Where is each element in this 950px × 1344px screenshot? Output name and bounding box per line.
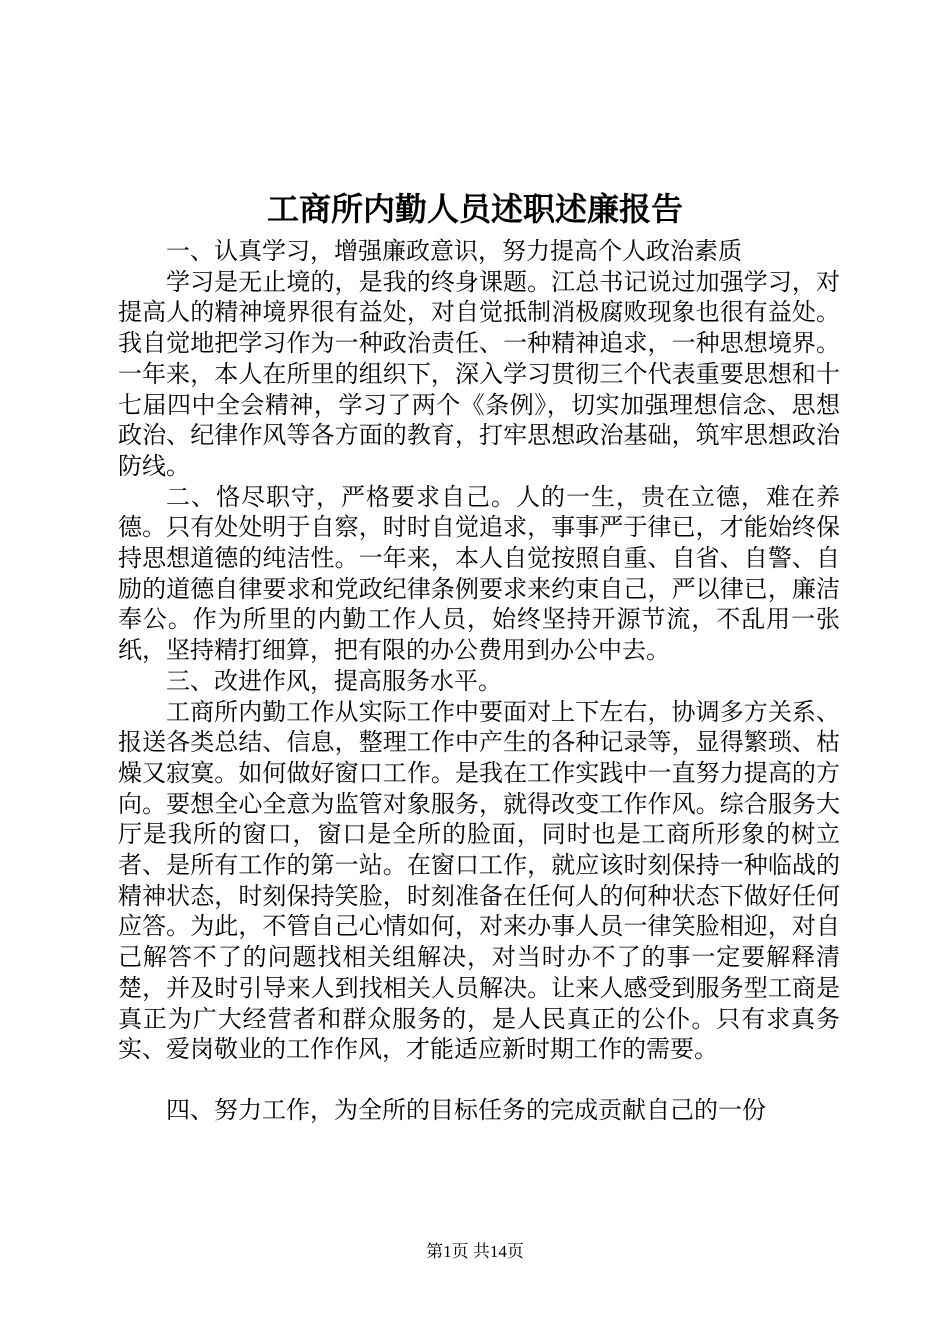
section-heading-1: 一、认真学习，增强廉政意识，努力提高个人政治素质 — [166, 237, 742, 265]
document-title: 工商所内勤人员述职述廉报告 — [266, 190, 683, 228]
section-heading-2: 二、恪尽职守，严格要求自己。人的一生，贵在立德，难在养德。只有处处明于自察，时时自觉追求，事事严于律已，才能始终保持思想道德的纯洁性。一年来，本人自觉按照自重、自省、自警、自励的道德自律要求和党政纪律条例要求来约束自己，严以律已，廉洁奉公。作为所里的内勤工作人员，始终坚持开源节流，不乱用一张纸，坚持精打细算，把有限的办公费用到办公中去。 — [118, 482, 840, 665]
document-body — [118, 236, 840, 1126]
section-heading-4: 四、努力工作，为全所的目标任务的完成贡献自己的一份 — [166, 1095, 766, 1124]
page-number-footer: 第1页 共14页 — [426, 1242, 524, 1261]
paragraph-study: 学习是无止境的，是我的终身课题。江总书记说过加强学习，对提高人的精神境界很有益处，对自觉抵制消极腐败现象也很有益处。我自觉地把学习作为一种政治责任、一种精神追求，一种思想境界。一年来，本人在所里的组织下，深入学习贯彻三个代表重要思想和十七届四中全会精神，学习了两个《条例》，切实加强理想信念、思想政治、纪律作风等各方面的教育，打牢思想政治基础，筑牢思想政治防线。 — [118, 267, 840, 480]
paragraph-service: 工商所内勤工作从实际工作中要面对上下左右，协调多方关系、报送各类总结、信息，整理工作中产生的各种记录等，显得繁琐、枯燥又寂寞。如何做好窗口工作。是我在工作实践中一直努力提高的方向。要想全心全意为监管对象服务，就得改变工作作风。综合服务大厅是我所的窗口，窗口是全所的脸面，同时也是工商所形象的树立者、是所有工作的第一站。在窗口工作，就应该时刻保持一种临战的精神状态，时刻保持笑脸，时刻准备在任何人的何种状态下做好任何应答。为此，不管自己心情如何，对来办事人员一律笑脸相迎，对自己解答不了的问题找相关组解决，对当时办不了的事一定要解释清楚，并及时引导来人到找相关人员解决。让来人感受到服务型工商是真正为广大经营者和群众服务的，是人民真正的公仆。只有求真务实、爱岗敬业的工作作风，才能适应新时期工作的需要。 — [118, 697, 840, 1064]
section-heading-3: 三、改进作风，提高服务水平。 — [166, 666, 502, 695]
